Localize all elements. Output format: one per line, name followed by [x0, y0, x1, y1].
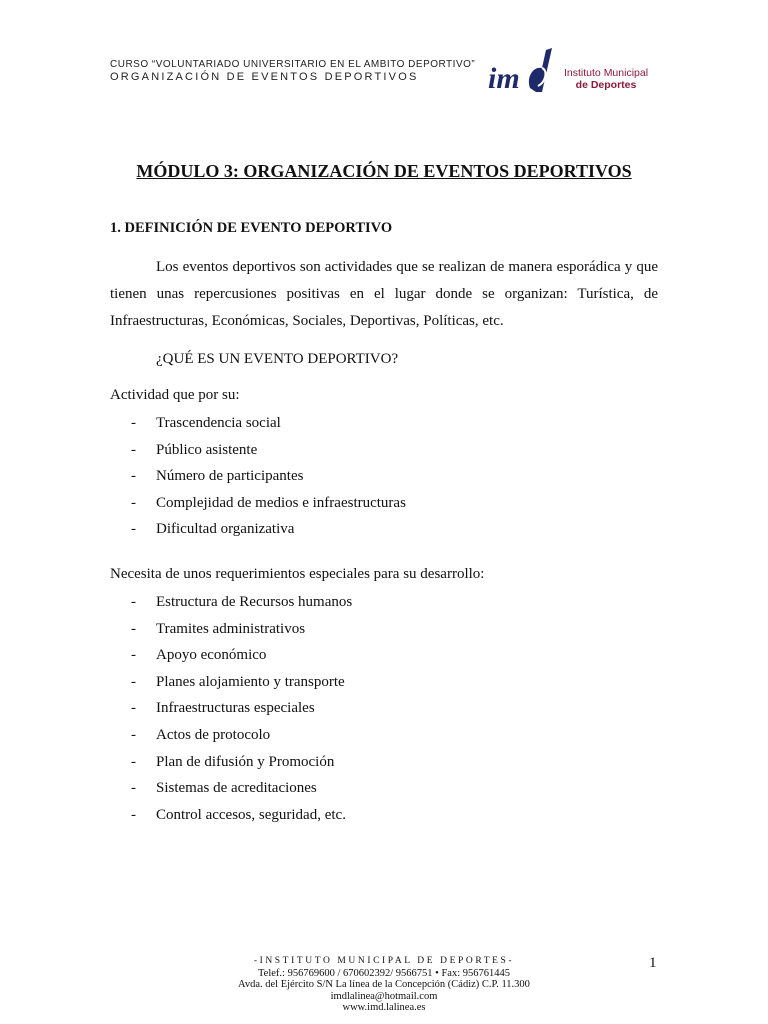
logo-name-line2: de Deportes — [575, 79, 637, 91]
list-item-text: Número de participantes — [156, 468, 304, 485]
list-item — [110, 410, 406, 437]
bullet-dash: - — [131, 494, 136, 511]
definition-paragraph: Los eventos deportivos son actividades que se realizan de manera esporádica y que tienen unas repercusiones positivas en el lugar donde se organizan: Turística, de Infraestructuras, Económicas, Sociales, Deportivas, Políticas, etc. — [110, 259, 658, 329]
list-item — [110, 695, 352, 722]
list-item — [110, 642, 352, 669]
module-title: MÓDULO 3: ORGANIZACIÓN DE EVENTOS DEPORTIVOS — [136, 161, 632, 181]
list-item — [110, 463, 406, 490]
list-item-text: Complejidad de medios e infraestructuras — [156, 494, 406, 511]
list-item — [110, 669, 352, 696]
svg-text:im: im — [488, 62, 520, 95]
list-item-text: Sistemas de acreditaciones — [156, 780, 317, 797]
bullet-dash: - — [131, 415, 136, 431]
list-item — [110, 749, 352, 776]
bullet-dash: - — [131, 647, 136, 664]
question-heading: ¿QUÉ ES UN EVENTO DEPORTIVO? — [156, 351, 399, 367]
list-item — [110, 722, 352, 749]
bullet-dash: - — [131, 726, 136, 743]
list-item-text: Estructura de Recursos humanos — [156, 594, 353, 610]
activity-list — [110, 410, 406, 543]
footer-address: Avda. del Ejército S/N La línea de la Concepción (Cádiz) C.P. 11.300 — [238, 979, 530, 990]
logo-name-line1: Instituto Municipal — [564, 67, 649, 79]
bullet-dash: - — [131, 468, 136, 485]
footer-web: www.imd.lalinea.es — [342, 1002, 426, 1013]
page-number: 1 — [649, 955, 657, 971]
bullet-dash: - — [131, 441, 136, 458]
list-item — [110, 589, 352, 616]
list-item-text: Plan de difusión y Promoción — [156, 753, 335, 770]
list-item-text: Planes alojamiento y transporte — [156, 673, 345, 690]
list-item-text: Público asistente — [156, 441, 258, 458]
activity-intro: Actividad que por su: — [110, 387, 240, 403]
footer-phones: Telef.: 956769600 / 670602392/ 9566751 • Fax: 956761445 — [257, 967, 510, 979]
list-item — [110, 616, 352, 643]
bullet-dash: - — [131, 673, 136, 690]
list-item — [110, 490, 406, 517]
list-item-text: Actos de protocolo — [156, 726, 271, 743]
list-item — [110, 516, 406, 543]
list-item-text: Infraestructuras especiales — [156, 700, 315, 717]
bullet-dash: - — [131, 620, 136, 637]
requirements-intro: Necesita de unos requerimientos especiales para su desarrollo: — [110, 566, 485, 582]
bullet-dash: - — [131, 700, 136, 717]
list-item-text: Trascendencia social — [156, 415, 281, 431]
document-header — [110, 58, 475, 84]
logo-institution-name — [564, 67, 648, 91]
list-item-text: Control accesos, seguridad, etc. — [156, 806, 346, 823]
list-item-text: Apoyo económico — [156, 647, 267, 664]
list-item — [110, 775, 352, 802]
list-item-text: Dificultad organizativa — [156, 521, 295, 538]
list-item-text: Tramites administrativos — [156, 620, 306, 637]
footer-institution: -INSTITUTO MUNICIPAL DE DEPORTES- — [253, 956, 515, 966]
list-item — [110, 802, 352, 829]
bullet-dash: - — [131, 521, 136, 538]
header-subtitle: ORGANIZACIÓN DE EVENTOS DEPORTIVOS — [110, 71, 419, 83]
course-line: CURSO “VOLUNTARIADO UNIVERSITARIO EN EL AMBITO DEPORTIVO” — [110, 59, 476, 70]
list-item — [110, 437, 406, 464]
section-heading: 1. DEFINICIÓN DE EVENTO DEPORTIVO — [110, 220, 393, 236]
bullet-dash: - — [131, 806, 136, 823]
requirements-list — [110, 589, 352, 828]
bullet-dash: - — [131, 780, 136, 797]
footer-email: imdlalinea@hotmail.com — [330, 990, 438, 1002]
bullet-dash: - — [131, 753, 136, 770]
bullet-dash: - — [131, 594, 136, 610]
